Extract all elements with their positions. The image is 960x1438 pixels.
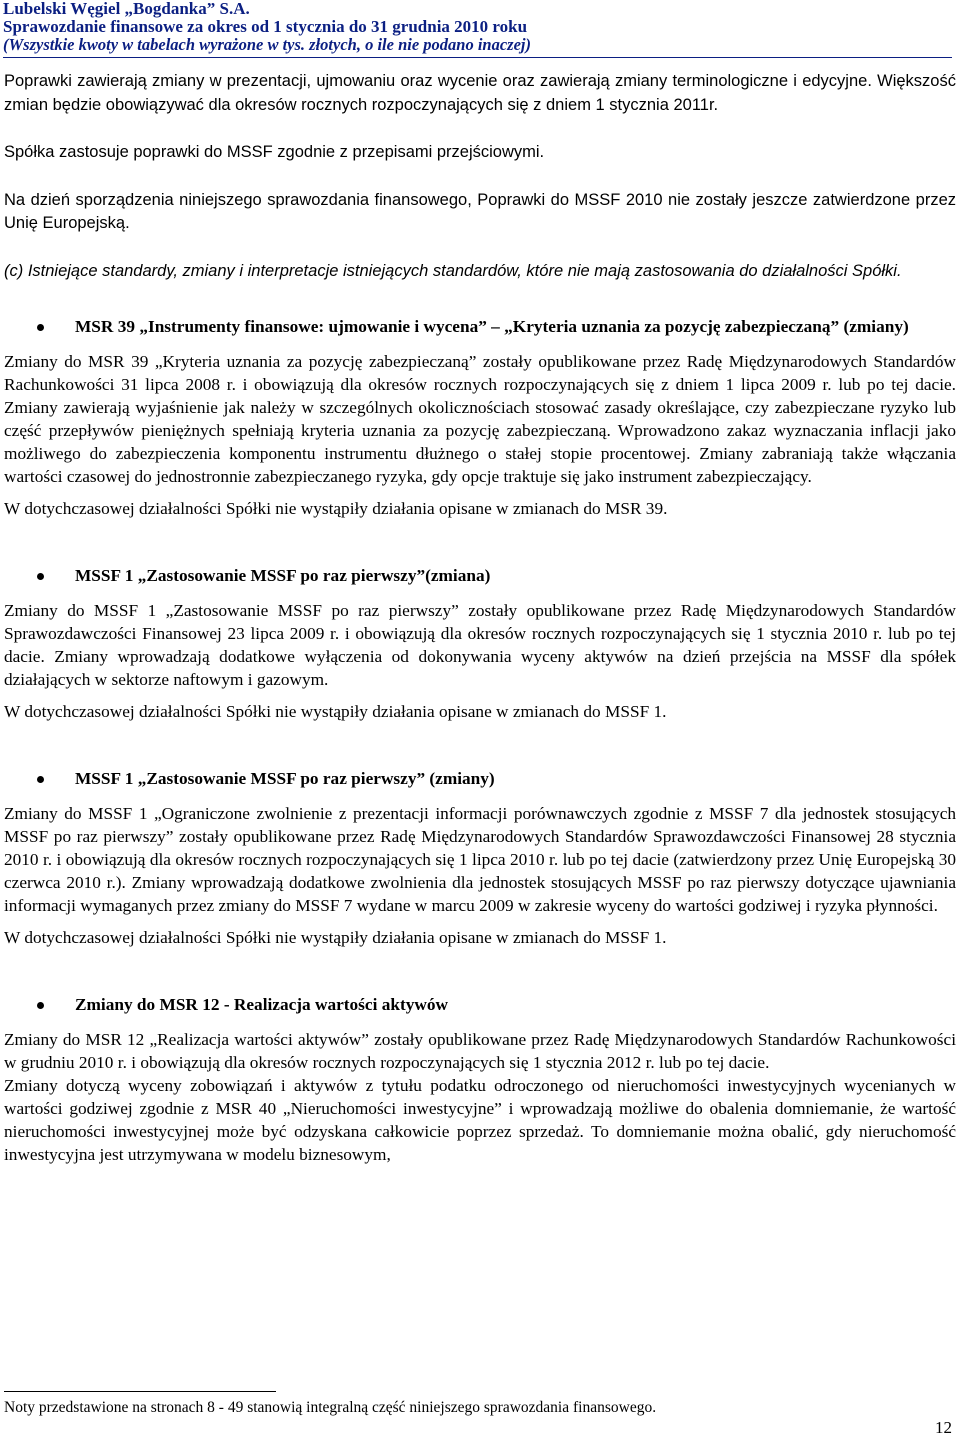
page-body bbox=[4, 70, 956, 1166]
section-heading-4: Zmiany do MSR 12 - Realizacja wartości aktywów bbox=[4, 994, 956, 1016]
subsection-heading: (c) Istniejące standardy, zmiany i interpretacje istniejących standardów, które nie mają zastosowania do działalności Spółki. bbox=[4, 261, 902, 280]
company-name: Lubelski Węgiel „Bogdanka” S.A. bbox=[3, 0, 250, 18]
section-body-1: Zmiany do MSR 39 „Kryteria uznania za pozycję zabezpieczaną” zostały opublikowane przez Radę Międzynarodowych Standardów Rachunkowości 31 lipca 2008 r. i obowiązują dla okresów rocznych rozpoczynających się z dniem 1 lipca 2009 r. lub po tej dacie. Zmiany zawierają wyjaśnienie jak należy w szczególnych okolicznościach stosować zasady określające, czy zabezpieczane ryzyko lub część przepływów pieniężnych spełniają kryteria uznania za pozycję zabezpieczaną. Wprowadzono zakaz wyznaczania inflacji jako możliwego do zabezpieczenia komponentu instrumentu dłużnego o stałej stopie procentowej. Zmiany zabraniają także włączania wartości czasowej do jednostronnie zabezpieczanego ryzyka, gdy opcje traktuje się jako instrument zabezpieczający. bbox=[4, 352, 956, 486]
amounts-note: (Wszystkie kwoty w tabelach wyrażone w tys. złotych, o ile nie podano inaczej) bbox=[3, 35, 531, 54]
section-body-3: Zmiany do MSSF 1 „Ograniczone zwolnienie z prezentacji informacji porównawczych zgodnie z MSSF 7 dla jednostek stosujących MSSF po raz pierwszy” zostały opublikowane przez Radę Międzynarodowych Standardów Sprawozdawczości Finansowej 28 stycznia 2010 r. i obowiązują dla okresów rocznych rozpoczynających się 1 lipca 2010 r. lub po tej dacie (zatwierdzony przez Unię Europejską 30 czerwca 2010 r.). Zmiany wprowadzają dodatkowe zwolnienia dla jednostek stosujących MSSF po raz pierwszy dotyczące ujawniania informacji wymaganych przez zmiany do MSSF 7 wydane w marcu 2009 w zakresie wyceny do wartości godziwej i ryzyka płynności. bbox=[4, 804, 956, 915]
section-note-1: W dotychczasowej działalności Spółki nie wystąpiły działania opisane w zmianach do MSR 39. bbox=[4, 499, 668, 518]
section-heading-3: MSSF 1 „Zastosowanie MSSF po raz pierwszy” (zmiany) bbox=[4, 768, 956, 790]
footer-divider bbox=[4, 1391, 276, 1392]
bullet-icon bbox=[37, 324, 44, 331]
intro-paragraph-1: Poprawki zawierają zmiany w prezentacji, ujmowaniu oraz wycenie oraz zawierają zmiany terminologiczne i edycyjne. Większość zmian będzie obowiązywać dla okresów rocznych rozpoczynających się z dniem 1 stycznia 2011r. bbox=[4, 72, 956, 114]
section-note-2: W dotychczasowej działalności Spółki nie wystąpiły działania opisane w zmianach do MSSF 1. bbox=[4, 702, 667, 721]
bullet-icon bbox=[37, 573, 44, 580]
section-body-4: Zmiany do MSR 12 „Realizacja wartości aktywów” zostały opublikowane przez Radę Międzynarodowych Standardów Rachunkowości w grudniu 2010 r. i obowiązują dla okresów rocznych rozpoczynających się 1 stycznia 2012 r. lub po tej dacie. bbox=[4, 1030, 956, 1072]
page-number: 12 bbox=[935, 1418, 952, 1437]
bullet-icon bbox=[37, 776, 44, 783]
bullet-icon bbox=[37, 1002, 44, 1009]
section-note-3: W dotychczasowej działalności Spółki nie wystąpiły działania opisane w zmianach do MSSF 1. bbox=[4, 928, 667, 947]
intro-paragraph-2: Spółka zastosuje poprawki do MSSF zgodnie z przepisami przejściowymi. bbox=[4, 143, 545, 161]
section-body-2: Zmiany do MSSF 1 „Zastosowanie MSSF po raz pierwszy” zostały opublikowane przez Radę Międzynarodowych Standardów Sprawozdawczości Finansowej 23 lipca 2009 r. i obowiązują dla okresów rocznych rozpoczynających się 1 stycznia 2010 r. lub po tej dacie. Zmiany wprowadzają dodatkowe wyłączenia od dokonywania wyceny aktywów na dzień przejścia na MSSF dla spółek działających w sektorze naftowym i gazowym. bbox=[4, 601, 956, 689]
footer-note: Noty przedstawione na stronach 8 - 49 stanowią integralną część niniejszego sprawozdania finansowego. bbox=[4, 1399, 657, 1416]
section-heading-1: MSR 39 „Instrumenty finansowe: ujmowanie i wycena” – „Kryteria uznania za pozycję zabezpieczaną” (zmiany) bbox=[4, 316, 956, 338]
intro-paragraph-3: Na dzień sporządzenia niniejszego sprawozdania finansowego, Poprawki do MSSF 2010 nie zostały jeszcze zatwierdzone przez Unię Europejską. bbox=[4, 190, 956, 232]
section-note-4: Zmiany dotyczą wyceny zobowiązań i aktywów z tytułu podatku odroczonego od nieruchomości inwestycyjnych wycenianych w wartości godziwej zgodnie z MSR 40 „Nieruchomości inwestycyjne” i wprowadzają możliwe do obalenia domniemanie, że wartość nieruchomości inwestycyjnej może być odzyskana całkowicie poprzez sprzedaż. To domniemanie można obalić, gdy nieruchomość inwestycyjna jest utrzymywana w modelu biznesowym, bbox=[4, 1076, 956, 1164]
section-heading-2: MSSF 1 „Zastosowanie MSSF po raz pierwszy”(zmiana) bbox=[4, 565, 956, 587]
header-divider bbox=[3, 57, 952, 58]
page-header bbox=[3, 0, 952, 54]
report-title: Sprawozdanie finansowe za okres od 1 stycznia do 31 grudnia 2010 roku bbox=[3, 17, 528, 36]
